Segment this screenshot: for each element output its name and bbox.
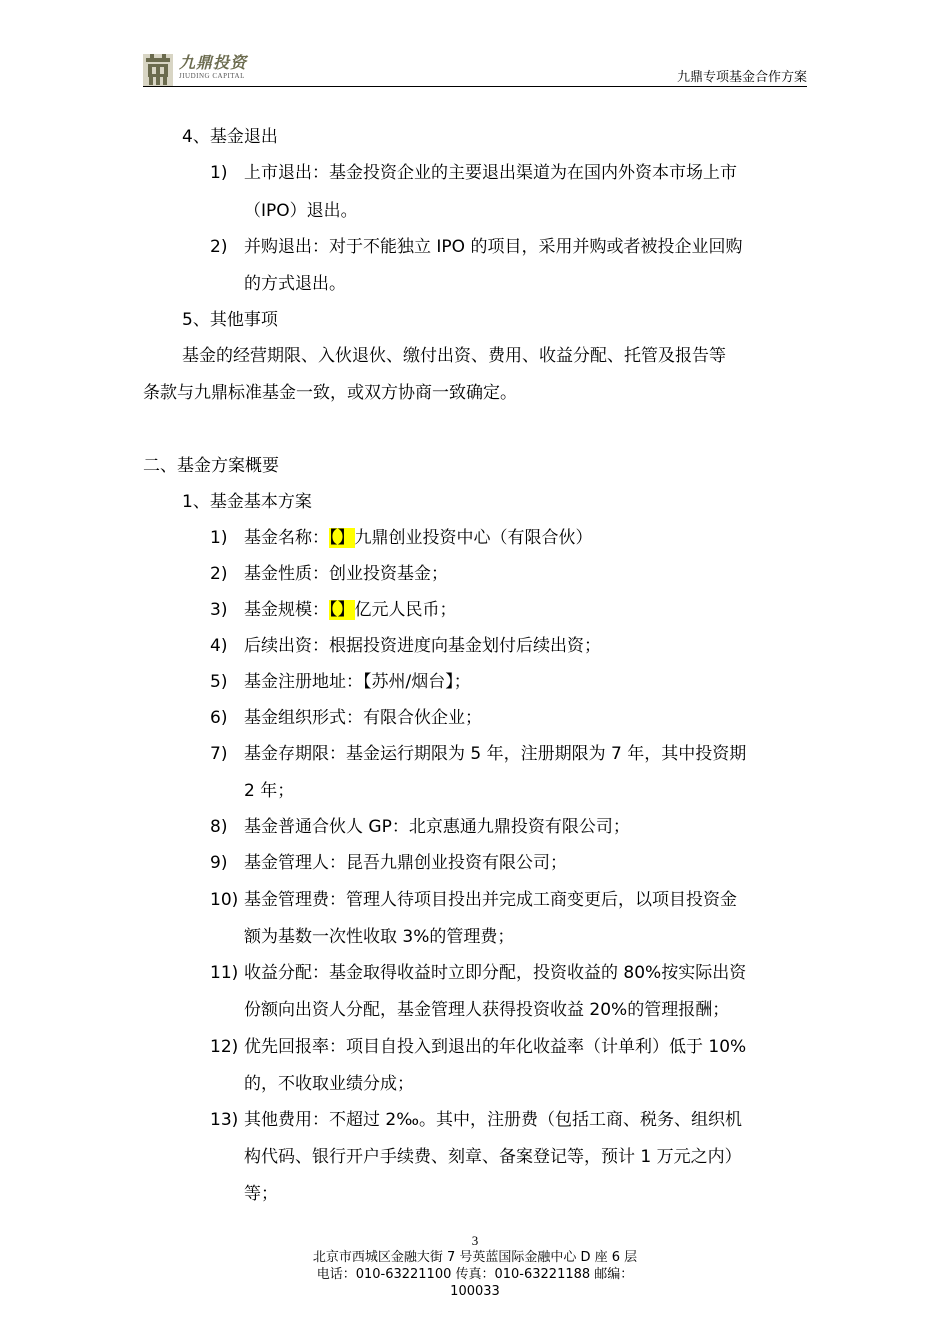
list-item-line: 基金管理人：昆吾九鼎创业投资有限公司； — [244, 853, 567, 873]
list-number: 8) — [210, 817, 228, 837]
list-item-line: 2 年； — [244, 781, 295, 801]
list-number: 11) — [210, 963, 239, 983]
list-item-line: 份额向出资人分配，基金管理人获得投资收益 20%的管理报酬； — [244, 1000, 730, 1020]
fund-name-item — [244, 527, 593, 549]
list-item-line: 基金管理费：管理人待项目投出并完成工商变更后，以项目投资金 — [244, 890, 737, 910]
list-item-line: 基金存期限：基金运行期限为 5 年，注册期限为 7 年，其中投资期 — [244, 744, 747, 764]
footer-address: 北京市西城区金融大街 7 号英蓝国际金融中心 D 座 6 层 — [312, 1250, 638, 1265]
list-item-line: （IPO）退出。 — [244, 201, 358, 221]
list-item-line: 基金注册地址：【苏州/烟台】； — [244, 672, 471, 692]
chapter-heading: 二、基金方案概要 — [143, 456, 279, 476]
list-number: 7) — [210, 744, 228, 764]
company-logo — [143, 54, 247, 86]
section-heading-other: 5、其他事项 — [182, 310, 278, 330]
list-item-line: 上市退出：基金投资企业的主要退出渠道为在国内外资本市场上市 — [244, 163, 737, 183]
fund-size-item — [244, 599, 457, 621]
list-item-line: 后续出资：根据投资进度向基金划付后续出资； — [244, 636, 601, 656]
logo-english-name: JIUDING CAPITAL — [179, 72, 245, 80]
list-item-line: 收益分配：基金取得收益时立即分配，投资收益的 80%按实际出资 — [244, 963, 747, 983]
fund-name-placeholder: 【】 — [329, 528, 355, 548]
document-title: 九鼎专项基金合作方案 — [676, 70, 807, 85]
fund-name-value: 九鼎创业投资中心（有限合伙） — [354, 528, 593, 548]
list-item-line: 并购退出：对于不能独立 IPO 的项目，采用并购或者被投企业回购 — [244, 237, 743, 257]
list-item-line: 基金性质：创业投资基金； — [244, 564, 448, 584]
list-number: 1) — [210, 528, 228, 548]
list-item-line: 优先回报率：项目自投入到退出的年化收益率（计单利）低于 10% — [244, 1037, 747, 1057]
list-number: 9) — [210, 853, 228, 873]
page-number: 3 — [471, 1233, 479, 1248]
fund-size-value: 亿元人民币； — [354, 600, 457, 620]
list-number: 1) — [210, 163, 228, 183]
list-number: 12) — [210, 1037, 239, 1057]
fund-size-placeholder: 【】 — [329, 600, 355, 620]
list-number: 13) — [210, 1110, 239, 1130]
list-number: 5) — [210, 672, 228, 692]
list-item-line: 的，不收取业绩分成； — [244, 1074, 414, 1094]
list-item-line: 的方式退出。 — [244, 274, 346, 294]
list-item-line: 基金普通合伙人 GP：北京惠通九鼎投资有限公司； — [244, 817, 630, 837]
list-item-line: 等； — [244, 1184, 278, 1204]
list-item-line: 基金组织形式：有限合伙企业； — [244, 708, 482, 728]
logo-chinese-name: 九鼎投资 — [179, 53, 248, 72]
paragraph-line: 基金的经营期限、入伙退伙、缴付出资、费用、收益分配、托管及报告等 — [182, 346, 726, 366]
list-number: 2) — [210, 237, 228, 257]
list-number: 10) — [210, 890, 239, 910]
section-heading-exit: 4、基金退出 — [182, 127, 278, 147]
list-item-line: 其他费用：不超过 2‰。其中，注册费（包括工商、税务、组织机 — [244, 1110, 743, 1130]
ding-logo-icon — [143, 54, 173, 86]
list-item-line: 额为基数一次性收取 3%的管理费； — [244, 927, 515, 947]
list-number: 6) — [210, 708, 228, 728]
list-number: 4) — [210, 636, 228, 656]
footer-contact: 电话：010-63221100 传真：010-63221188 邮编： — [316, 1267, 634, 1282]
page-header — [143, 52, 807, 88]
sub-heading: 1、基金基本方案 — [182, 492, 312, 512]
list-item-line: 构代码、银行开户手续费、刻章、备案登记等，预计 1 万元之内） — [244, 1147, 742, 1167]
header-divider — [143, 86, 807, 87]
footer-postcode: 100033 — [450, 1284, 500, 1299]
fund-name-label: 基金名称： — [244, 528, 329, 548]
list-number: 2) — [210, 564, 228, 584]
paragraph-line: 条款与九鼎标准基金一致，或双方协商一致确定。 — [143, 383, 517, 403]
fund-size-label: 基金规模： — [244, 600, 329, 620]
list-number: 3) — [210, 600, 228, 620]
